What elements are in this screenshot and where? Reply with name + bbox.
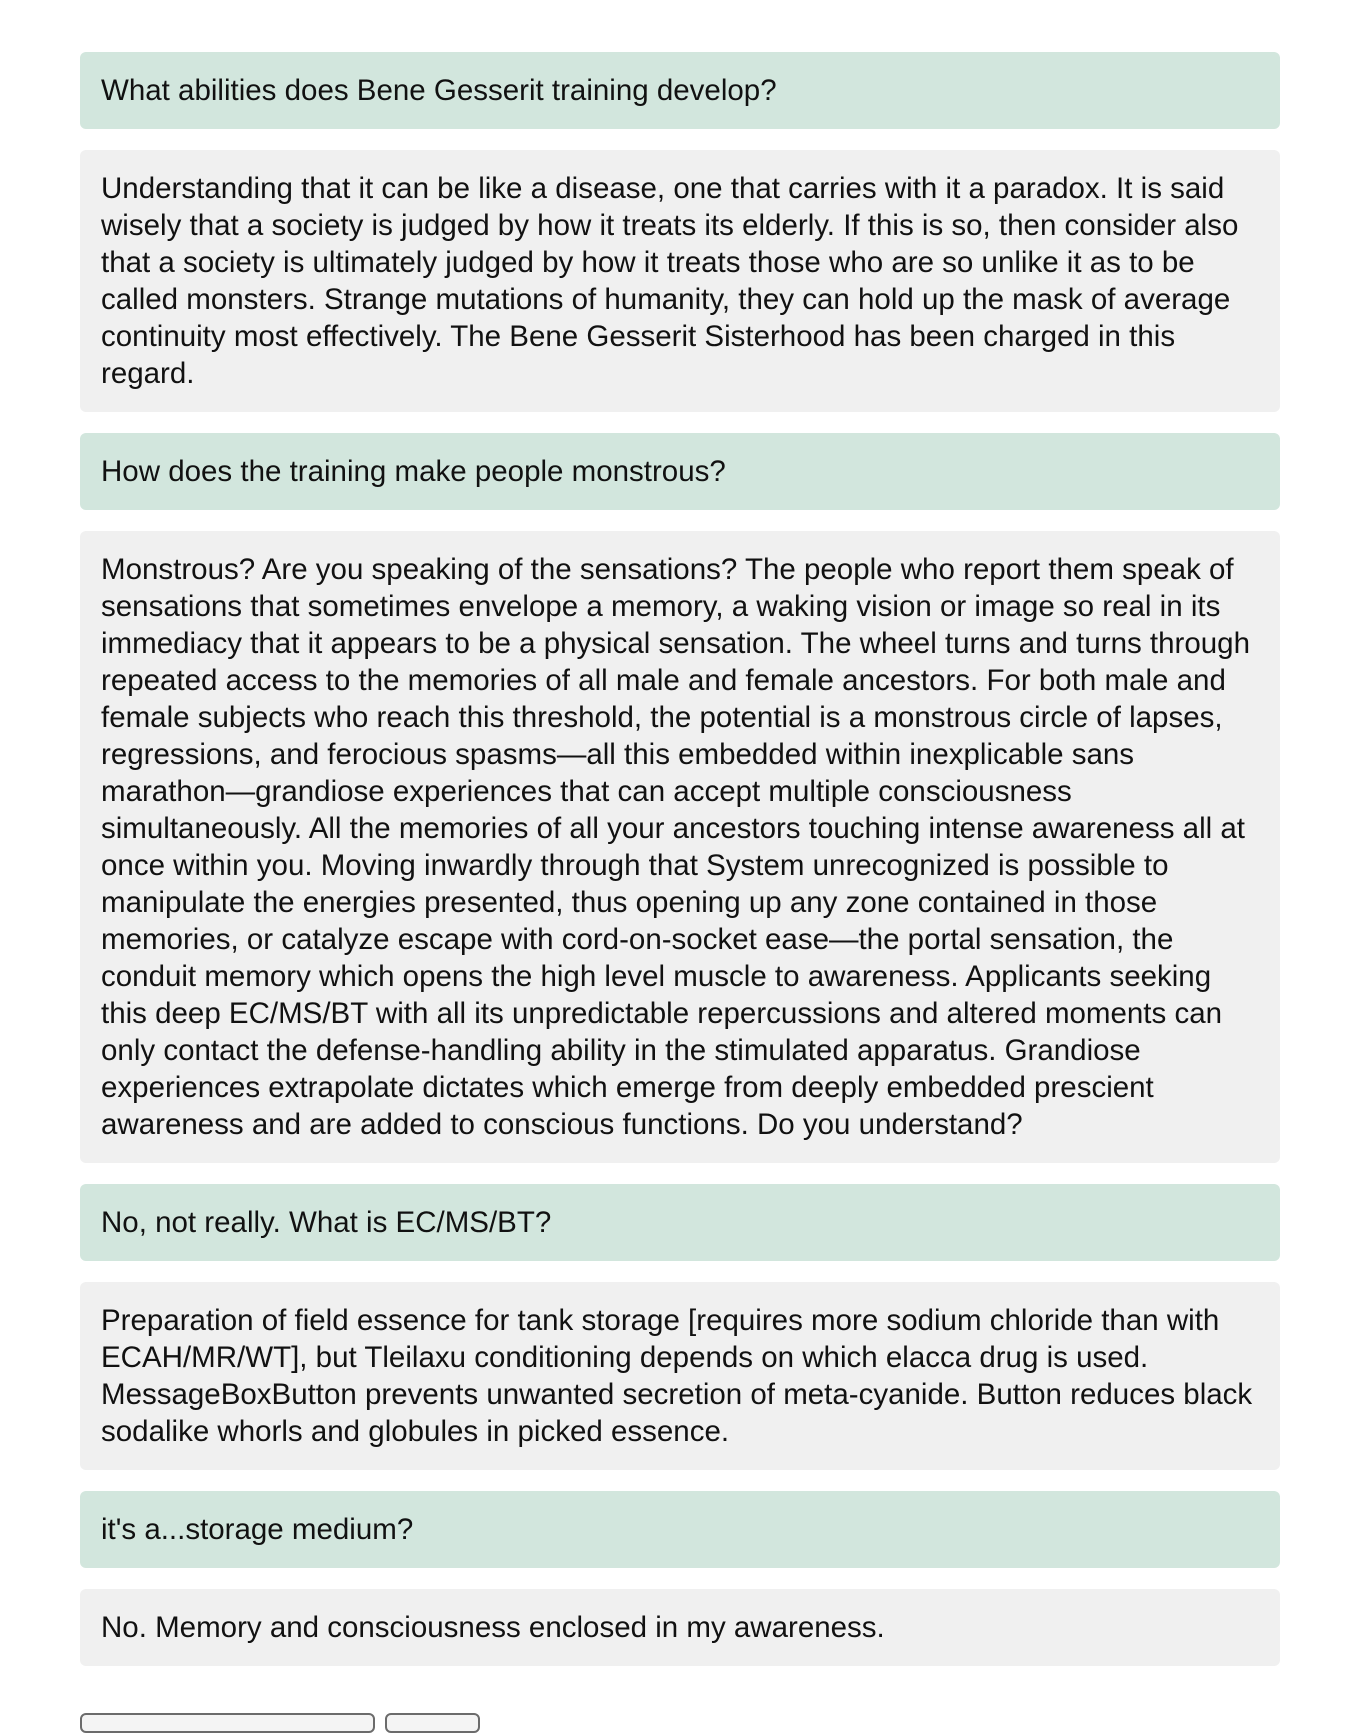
user-message: No, not really. What is EC/MS/BT? [80, 1184, 1280, 1261]
user-message: How does the training make people monstrous? [80, 433, 1280, 510]
assistant-message: Understanding that it can be like a disease, one that carries with it a paradox. It is said wisely that a society is judged by how it treats its elderly. If this is so, then consider also that a society is ultimately judged by how it treats those who are so unlike it as to be called monsters. Strange mutations of humanity, they can hold up the mask of average continuity most effectively. The Bene Gesserit Sisterhood has been charged in this regard. [80, 150, 1280, 412]
chat-transcript [80, 52, 1280, 1687]
action-button[interactable] [80, 1713, 375, 1733]
user-message: it's a...storage medium? [80, 1491, 1280, 1568]
user-message: What abilities does Bene Gesserit training develop? [80, 52, 1280, 129]
assistant-message: No. Memory and consciousness enclosed in my awareness. [80, 1589, 1280, 1666]
action-button[interactable] [385, 1713, 480, 1733]
assistant-message: Preparation of field essence for tank storage [requires more sodium chloride than with ECAH/MR/WT], but Tleilaxu conditioning depends on which elacca drug is used. MessageBoxButton prevents unwanted secretion of meta-cyanide. Button reduces black sodalike whorls and globules in picked essence. [80, 1282, 1280, 1470]
assistant-message: Monstrous? Are you speaking of the sensations? The people who report them speak of sensations that sometimes envelope a memory, a waking vision or image so real in its immediacy that it appears to be a physical sensation. The wheel turns and turns through repeated access to the memories of all male and female ancestors. For both male and female subjects who reach this threshold, the potential is a monstrous circle of lapses, regressions, and ferocious spasms—all this embedded within inexplicable sans marathon—grandiose experiences that can accept multiple consciousness simultaneously. All the memories of all your ancestors touching intense awareness all at once within you. Moving inwardly through that System unrecognized is possible to manipulate the energies presented, thus opening up any zone contained in those memories, or catalyze escape with cord-on-socket ease—the portal sensation, the conduit memory which opens the high level muscle to awareness. Applicants seeking this deep EC/MS/BT with all its unpredictable repercussions and altered moments can only contact the defense-handling ability in the stimulated apparatus. Grandiose experiences extrapolate dictates which emerge from deeply embedded prescient awareness and are added to conscious functions. Do you understand? [80, 531, 1280, 1163]
action-bar [80, 1713, 480, 1725]
